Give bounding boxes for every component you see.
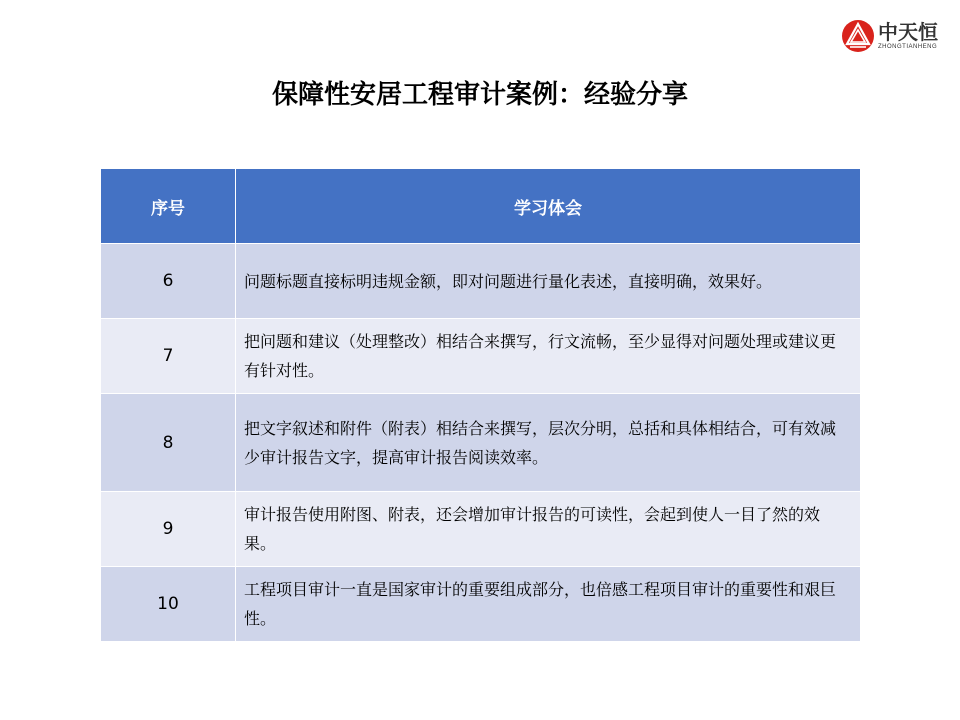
row-number: 9: [101, 492, 236, 567]
company-logo: [840, 18, 938, 54]
experience-table: [100, 168, 861, 642]
logo-name-en: ZHONGTIANHENG: [878, 44, 938, 50]
table-row: [101, 567, 861, 642]
row-text: 问题标题直接标明违规金额，即对问题进行量化表述，直接明确，效果好。: [236, 244, 861, 319]
row-number: 6: [101, 244, 236, 319]
header-num: 序号: [101, 169, 236, 244]
row-text: 审计报告使用附图、附表，还会增加审计报告的可读性，会起到使人一目了然的效果。: [236, 492, 861, 567]
row-number: 8: [101, 394, 236, 492]
page-title: 保障性安居工程审计案例：经验分享: [271, 80, 688, 110]
row-number: 7: [101, 319, 236, 394]
table-row: [101, 394, 861, 492]
row-text: 把文字叙述和附件（附表）相结合来撰写，层次分明，总括和具体相结合，可有效减少审计报告文字，提高审计报告阅读效率。: [236, 394, 861, 492]
table-row: [101, 244, 861, 319]
logo-mark-icon: [840, 18, 876, 54]
header-content: 学习体会: [236, 169, 861, 244]
table-header-row: [101, 169, 861, 244]
row-number: 10: [101, 567, 236, 642]
table-row: [101, 319, 861, 394]
logo-name-cn: 中天恒: [878, 20, 938, 44]
table-row: [101, 492, 861, 567]
row-text: 把问题和建议（处理整改）相结合来撰写，行文流畅，至少显得对问题处理或建议更有针对性。: [236, 319, 861, 394]
row-text: 工程项目审计一直是国家审计的重要组成部分，也倍感工程项目审计的重要性和艰巨性。: [236, 567, 861, 642]
